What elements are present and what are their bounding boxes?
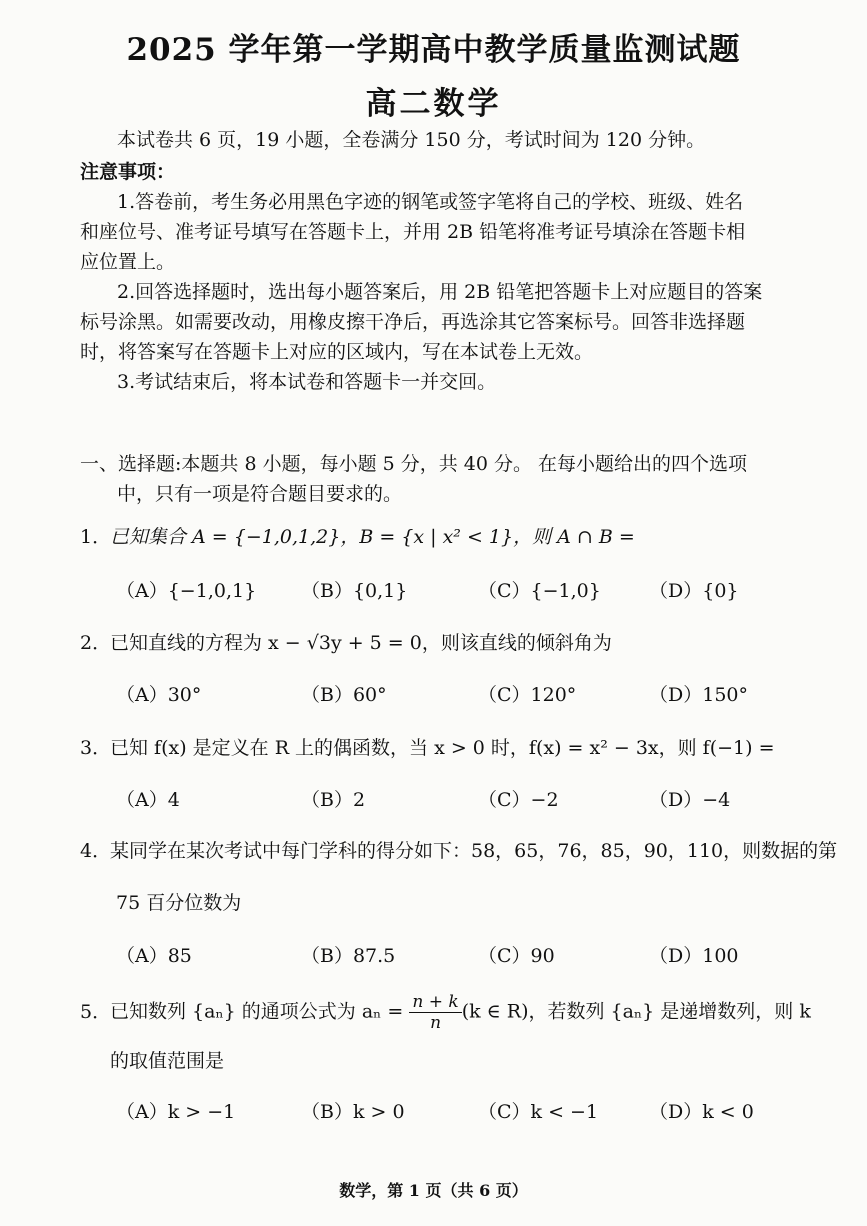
option-c[interactable]: （C）−2: [478, 789, 559, 811]
question-2-options: [116, 680, 816, 708]
page-footer: 数学，第 1 页（共 6 页）: [339, 1181, 528, 1200]
option-a[interactable]: （A）85: [116, 945, 192, 967]
question-1-options: [116, 576, 816, 604]
option-a[interactable]: （A）30°: [116, 684, 202, 706]
question-2: [80, 628, 612, 655]
question-stem: 已知 f(x) 是定义在 R 上的偶函数，当 x > 0 时，f(x) = x² − 3x，则 f(−1) =: [110, 737, 775, 759]
option-c[interactable]: （C）k < −1: [478, 1101, 599, 1123]
notice-line: 和座位号、准考证号填写在答题卡上，并用 2B 铅笔将准考证号填涂在答题卡相: [80, 221, 746, 243]
option-d[interactable]: （D）100: [649, 945, 739, 967]
notice-line: 3.考试结束后，将本试卷和答题卡一并交回。: [117, 371, 497, 393]
option-b[interactable]: （B）60°: [301, 684, 387, 706]
exam-title: 2025 学年第一学期高中教学质量监测试题: [126, 32, 741, 68]
question-4-cont: 75 百分位数为: [116, 892, 242, 914]
section-heading-cont: 中，只有一项是符合题目要求的。: [117, 483, 403, 505]
notice-line: 1.答卷前，考生务必用黑色字迹的钢笔或签字笔将自己的学校、班级、姓名: [117, 191, 744, 213]
option-a[interactable]: （A）4: [116, 789, 180, 811]
question-number: 3．: [80, 737, 112, 759]
option-c[interactable]: （C）120°: [478, 684, 577, 706]
question-stem: 已知集合 A = {−1,0,1,2}，B = {x | x² < 1}，则 A ∩ B =: [110, 526, 635, 548]
notice-line: 应位置上。: [80, 251, 176, 273]
option-b[interactable]: （B）k > 0: [301, 1101, 405, 1123]
option-a[interactable]: （A）{−1,0,1}: [116, 580, 257, 602]
subject-title: 高二数学: [365, 86, 502, 122]
question-5: [80, 992, 811, 1033]
option-d[interactable]: （D）150°: [649, 684, 748, 706]
question-stem: 已知数列 {aₙ} 的通项公式为 aₙ =: [110, 1000, 404, 1023]
question-stem: 某同学在某次考试中每门学科的得分如下：58，65，76，85，90，110，则数据的第: [110, 840, 838, 862]
question-3-options: [116, 785, 816, 813]
question-4-options: [116, 941, 816, 969]
question-number: 1．: [80, 526, 112, 548]
option-c[interactable]: （C）{−1,0}: [478, 580, 601, 602]
option-b[interactable]: （B）2: [301, 789, 366, 811]
question-5-cont: 的取值范围是: [110, 1050, 225, 1072]
question-5-options: [116, 1097, 816, 1125]
question-3: [80, 733, 775, 760]
option-a[interactable]: （A）k > −1: [116, 1101, 236, 1123]
notice-line: 2.回答选择题时，选出每小题答案后，用 2B 铅笔把答题卡上对应题目的答案: [117, 281, 763, 303]
notice-heading: 注意事项：: [80, 161, 176, 183]
question-stem: 已知直线的方程为 x − √3y + 5 = 0，则该直线的倾斜角为: [110, 632, 612, 654]
intro-text: 本试卷共 6 页，19 小题，全卷满分 150 分，考试时间为 120 分钟。: [117, 129, 706, 151]
question-4: [80, 836, 837, 863]
option-d[interactable]: （D）−4: [649, 789, 731, 811]
fraction: [409, 992, 461, 1033]
fraction-denominator: n: [430, 1013, 442, 1033]
notice-line: 标号涂黑。如需要改动，用橡皮擦干净后，再选涂其它答案标号。回答非选择题: [80, 311, 746, 333]
notice-line: 时，将答案写在答题卡上对应的区域内，写在本试卷上无效。: [80, 341, 594, 363]
option-b[interactable]: （B）87.5: [301, 945, 396, 967]
fraction-numerator: n + k: [409, 992, 461, 1013]
question-stem-cont: (k ∈ R)，若数列 {aₙ} 是递增数列，则 k: [461, 1000, 811, 1023]
question-number: 4．: [80, 840, 112, 862]
question-number: 2．: [80, 632, 112, 654]
option-d[interactable]: （D）k < 0: [649, 1101, 754, 1123]
section-heading: 一、选择题:本题共 8 小题，每小题 5 分，共 40 分。 在每小题给出的四个选项: [80, 453, 748, 475]
option-d[interactable]: （D）{0}: [649, 580, 739, 602]
option-c[interactable]: （C）90: [478, 945, 555, 967]
question-1: [80, 522, 635, 549]
option-b[interactable]: （B）{0,1}: [301, 580, 408, 602]
question-number: 5．: [80, 1000, 112, 1023]
